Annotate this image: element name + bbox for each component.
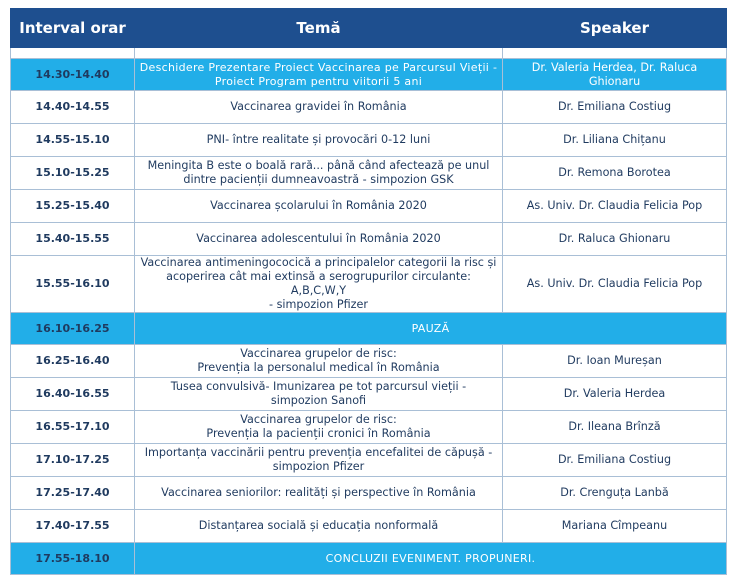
closing-row [11, 543, 727, 575]
topic-cell [135, 378, 503, 411]
speaker-cell: Dr. Emiliana Costiug [503, 444, 727, 477]
topic-cell [135, 59, 503, 91]
topic-line: Prevenția la personalul medical în România [197, 361, 440, 374]
topic-line: Vaccinarea grupelor de risc: [240, 413, 397, 426]
time-cell: 17.40-17.55 [11, 510, 135, 543]
speaker-cell: Dr. Liliana Chițanu [503, 124, 727, 157]
topic-line: Prevenția la pacienții cronici în România [206, 427, 431, 440]
table-row [11, 378, 727, 411]
topic-cell [135, 444, 503, 477]
header-topic: Temă [135, 9, 503, 48]
table-row [11, 59, 727, 91]
table-row [11, 256, 727, 313]
topic-cell [135, 124, 503, 157]
time-cell: 17.10-17.25 [11, 444, 135, 477]
program-table-wrapper [10, 8, 726, 575]
table-row [11, 91, 727, 124]
topic-line: Vaccinarea școlarului în România 2020 [210, 199, 427, 212]
topic-line: Vaccinarea antimeningococică a principalelor categorii la risc și [140, 256, 497, 269]
topic-cell [135, 190, 503, 223]
spacer-row [11, 48, 727, 59]
time-cell: 17.25-17.40 [11, 477, 135, 510]
header-speaker: Speaker [503, 9, 727, 48]
topic-cell [135, 223, 503, 256]
topic-line: Distanțarea socială și educația nonformală [198, 519, 439, 532]
topic-line: simpozion Pfizer [272, 460, 365, 473]
topic-cell [135, 345, 503, 378]
speaker-cell: Dr. Ileana Brînză [503, 411, 727, 444]
speaker-cell: Dr. Emiliana Costiug [503, 91, 727, 124]
speaker-cell: Dr. Crenguța Lanbă [503, 477, 727, 510]
speaker-cell: Mariana Cîmpeanu [503, 510, 727, 543]
speaker-cell: As. Univ. Dr. Claudia Felicia Pop [503, 256, 727, 313]
table-row [11, 510, 727, 543]
program-table [10, 8, 727, 575]
time-cell: 15.40-15.55 [11, 223, 135, 256]
topic-cell [135, 157, 503, 190]
closing-label: CONCLUZII EVENIMENT. PROPUNERI. [135, 543, 727, 575]
topic-line: dintre pacienții dumneavoastră - simpozion GSK [183, 173, 454, 186]
time-cell: 16.25-16.40 [11, 345, 135, 378]
break-label: PAUZĂ [135, 313, 727, 345]
topic-line: Importanța vaccinării pentru prevenția encefalitei de căpușă - [144, 446, 493, 459]
time-cell: 15.10-15.25 [11, 157, 135, 190]
table-row [11, 477, 727, 510]
topic-line: Vaccinarea adolescentului în România 2020 [196, 232, 441, 245]
table-row [11, 157, 727, 190]
topic-cell [135, 477, 503, 510]
speaker-cell: Dr. Valeria Herdea [503, 378, 727, 411]
speaker-cell: Dr. Ioan Mureșan [503, 345, 727, 378]
time-cell: 15.55-16.10 [11, 256, 135, 313]
table-row [11, 345, 727, 378]
topic-line: Vaccinarea gravidei în România [230, 100, 407, 113]
break-row [11, 313, 727, 345]
topic-line: Meningita B este o boală rară... până când afectează pe unul [147, 159, 490, 172]
topic-line: simpozion Sanofi [270, 394, 367, 407]
speaker-cell: As. Univ. Dr. Claudia Felicia Pop [503, 190, 727, 223]
speaker-cell: Dr. Valeria Herdea, Dr. Raluca Ghionaru [503, 59, 727, 91]
time-cell: 16.40-16.55 [11, 378, 135, 411]
table-header-row [11, 9, 727, 48]
topic-line: Tusea convulsivă- Imunizarea pe tot parcursul vieții - [170, 380, 467, 393]
time-cell: 14.40-14.55 [11, 91, 135, 124]
time-cell: 15.25-15.40 [11, 190, 135, 223]
topic-line: acoperirea cât mai extinsă a serogrupurilor circulante: A,B,C,W,Y [166, 270, 471, 297]
topic-line: Proiect Program pentru viitorii 5 ani [214, 74, 423, 88]
topic-line: PNI- între realitate și provocări 0-12 luni [206, 133, 431, 146]
time-cell: 16.55-17.10 [11, 411, 135, 444]
topic-line: Deschidere Prezentare Proiect Vaccinarea pe Parcursul Vieții - [139, 60, 498, 74]
topic-cell [135, 91, 503, 124]
topic-cell [135, 411, 503, 444]
topic-line: Vaccinarea seniorilor: realități și perspective în România [161, 486, 476, 499]
topic-cell [135, 256, 503, 313]
topic-line: - simpozion Pfizer [269, 298, 368, 311]
topic-line: Vaccinarea grupelor de risc: [240, 347, 397, 360]
table-row [11, 190, 727, 223]
table-row [11, 124, 727, 157]
table-row [11, 444, 727, 477]
header-time: Interval orar [11, 9, 135, 48]
time-cell: 17.55-18.10 [11, 543, 135, 575]
time-cell: 14.30-14.40 [11, 59, 135, 91]
time-cell: 16.10-16.25 [11, 313, 135, 345]
table-row [11, 411, 727, 444]
table-row [11, 223, 727, 256]
speaker-cell: Dr. Raluca Ghionaru [503, 223, 727, 256]
topic-cell [135, 510, 503, 543]
speaker-cell: Dr. Remona Borotea [503, 157, 727, 190]
time-cell: 14.55-15.10 [11, 124, 135, 157]
